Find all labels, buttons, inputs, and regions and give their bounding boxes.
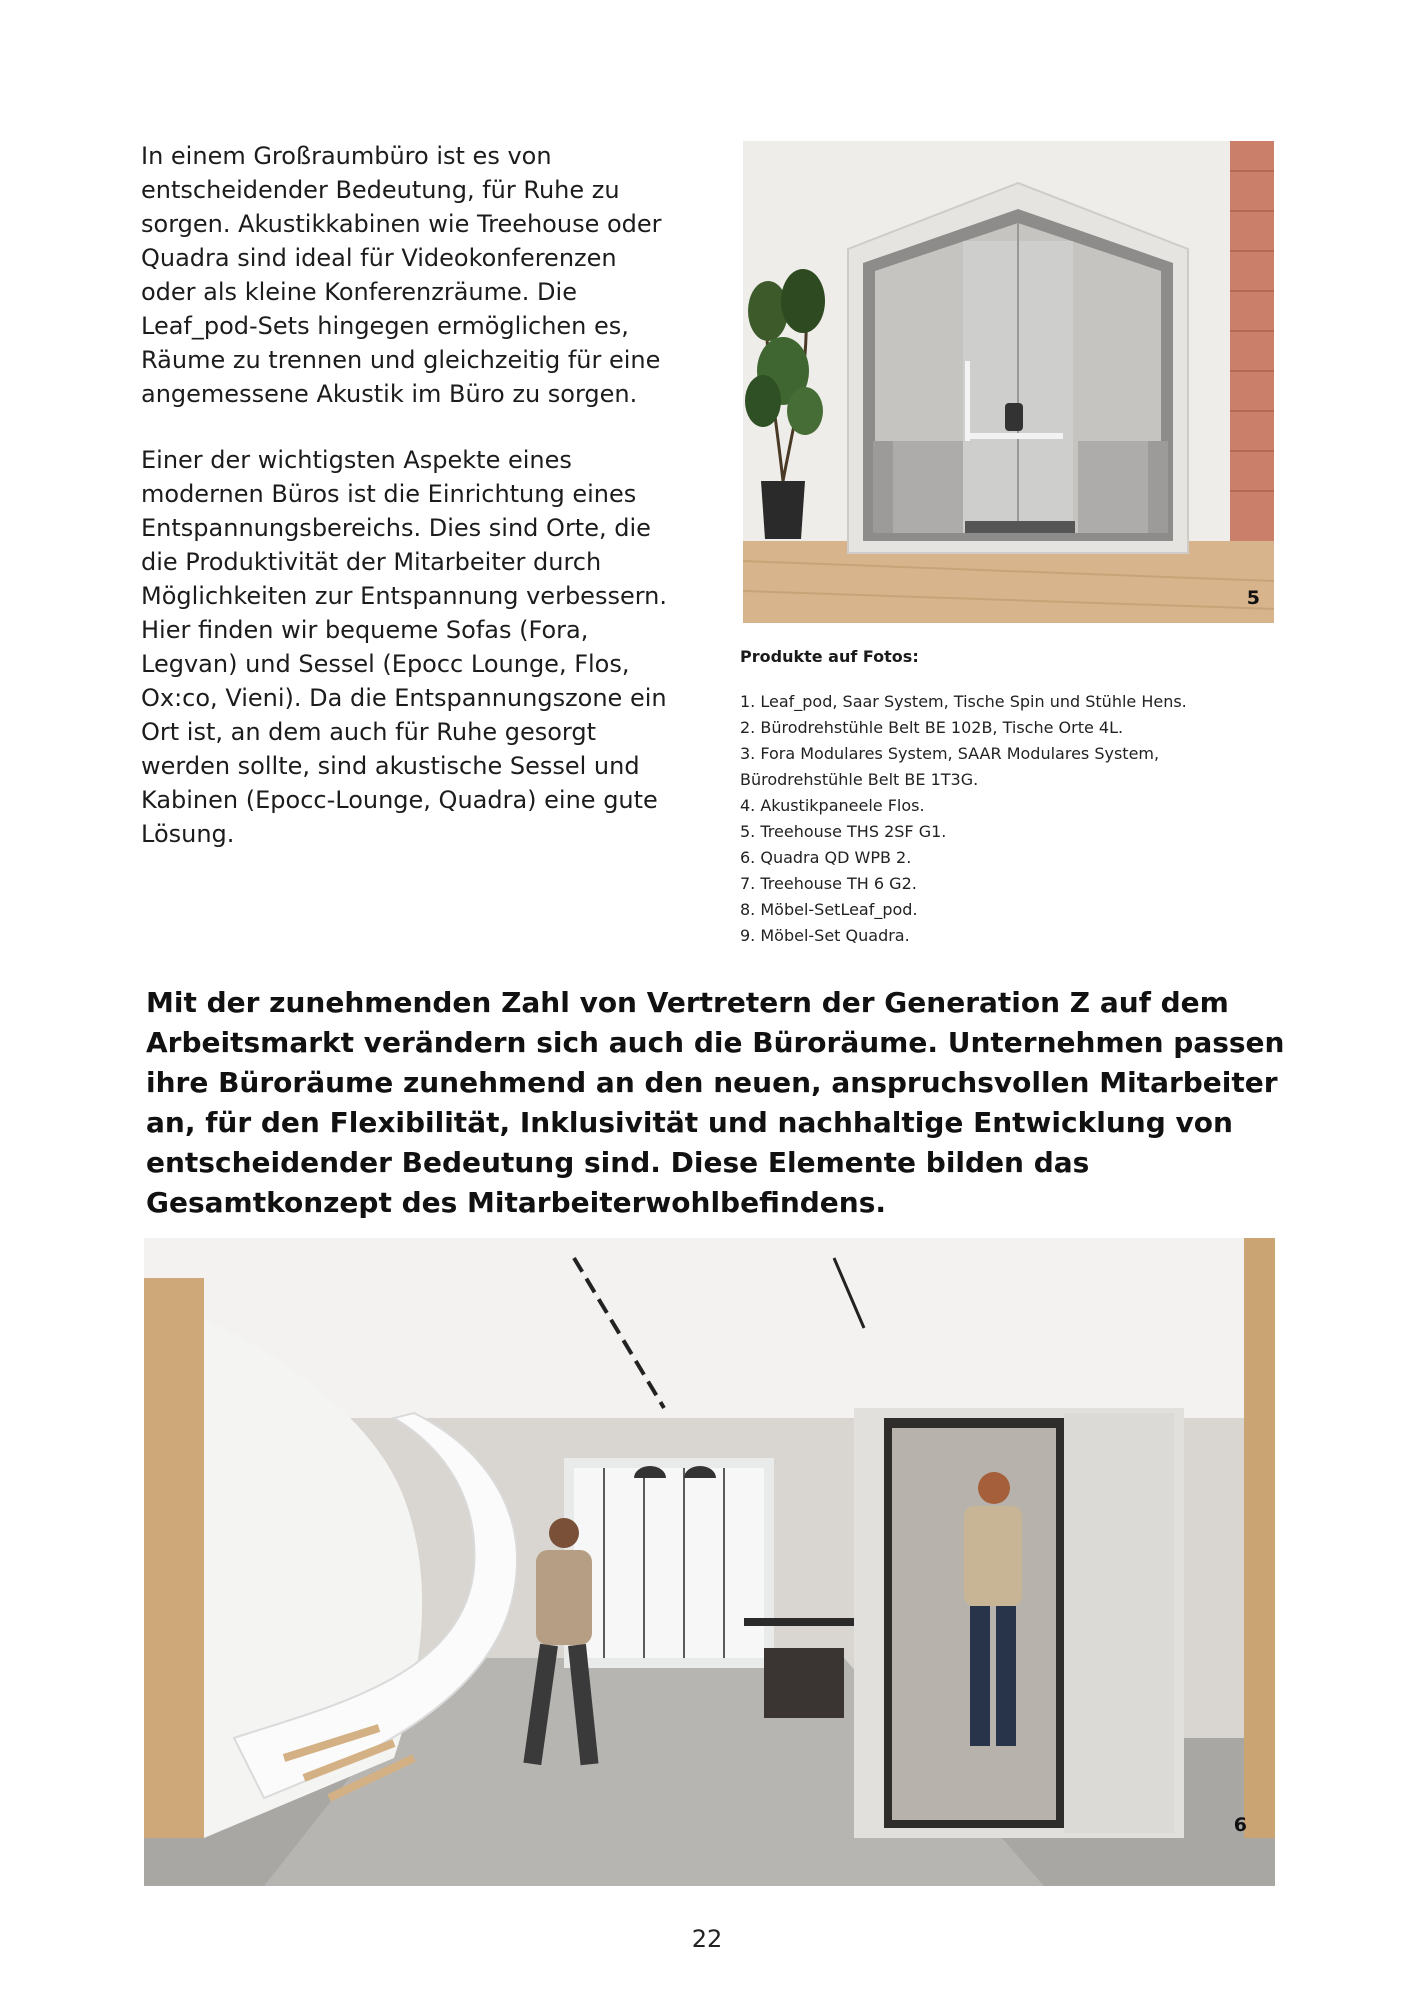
list-item: 9. Möbel-Set Quadra. <box>740 926 910 945</box>
product-captions <box>740 647 1300 949</box>
products-list <box>740 689 1300 949</box>
list-item: 5. Treehouse THS 2SF G1. <box>740 822 947 841</box>
products-title: Produkte auf Fotos: <box>740 647 919 666</box>
list-item: 1. Leaf_pod, Saar System, Tische Spin und Stühle Hens. <box>740 692 1187 711</box>
list-item: 4. Akustikpaneele Flos. <box>740 796 925 815</box>
headline-statement: Mit der zunehmenden Zahl von Vertretern der Generation Z auf dem Arbeitsmarkt verändern sich auch die Büroräume. Unternehmen passen ihre Büroräume zunehmend an den neuen, anspruchsvollen Mitarbeiter an, für den Flexibilität, Inklusivität und nachhaltige Entwicklung von entscheidender Bedeutung sind. Diese Elemente bilden das Gesamtkonzept des Mitarbeiterwohlbefindens. <box>146 986 1285 1219</box>
list-item: Bürodrehstühle Belt BE 1T3G. <box>740 770 979 789</box>
list-item: 8. Möbel-SetLeaf_pod. <box>740 900 918 919</box>
list-item: 7. Treehouse TH 6 G2. <box>740 874 917 893</box>
page-number: 22 <box>691 1925 723 1953</box>
relaxation-paragraph: Einer der wichtigsten Aspekte eines modernen Büros ist die Einrichtung eines Entspannungsbereichs. Dies sind Orte, die die Produktivität der Mitarbeiter durch Möglichkeiten zur Entspannung verbessern. Hier finden wir bequeme Sofas (Fora, Legvan) und Sessel (Epocc Lounge, Flos, Ox:co, Vieni). Da die Entspannungszone ein Ort ist, an dem auch für Ruhe gesorgt werden sollte, sind akustische Sessel und Kabinen (Epocc-Lounge, Quadra) eine gute Lösung. <box>141 446 667 848</box>
treehouse-booth-photo <box>743 141 1274 623</box>
office-interior-photo <box>144 1238 1275 1886</box>
photo-number-6: 6 <box>1233 1814 1247 1836</box>
list-item: 3. Fora Modulares System, SAAR Modulares System, <box>740 744 1160 763</box>
list-item: 6. Quadra QD WPB 2. <box>740 848 912 867</box>
list-item: 2. Bürodrehstühle Belt BE 102B, Tische Orte 4L. <box>740 718 1124 737</box>
intro-paragraph: In einem Großraumbüro ist es von entscheidender Bedeutung, für Ruhe zu sorgen. Akustikkabinen wie Treehouse oder Quadra sind ideal für Videokonferenzen oder als kleine Konferenzräume. Die Leaf_pod-Sets hingegen ermöglichen es, Räume zu trennen und gleichzeitig für eine angemessene Akustik im Büro zu sorgen. <box>141 142 662 408</box>
photo-number-5: 5 <box>1246 587 1260 609</box>
